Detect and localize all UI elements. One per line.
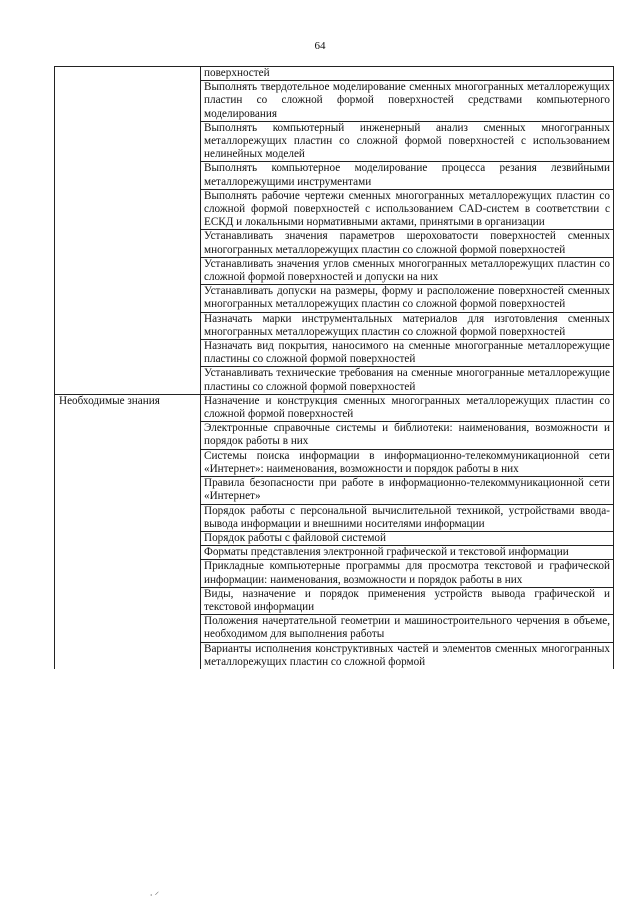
table-cell: поверхностей <box>201 67 614 81</box>
table-cell: Устанавливать значения углов сменных многогранных металлорежущих пластин со сложной формой поверхностей и допуски на них <box>201 257 614 284</box>
requirements-table <box>54 66 614 669</box>
table-row <box>55 67 614 81</box>
table-row <box>55 394 614 421</box>
table-cell: Порядок работы с файловой системой <box>201 531 614 545</box>
skills-label-cell <box>55 67 201 395</box>
page-number: 64 <box>314 40 326 52</box>
table-cell: Виды, назначение и порядок применения устройств вывода графической и текстовой информации <box>201 587 614 614</box>
table-cell: Выполнять твердотельное моделирование сменных многогранных металлорежущих пластин со сложной формой поверхностей средствами компьютерного моделирования <box>201 81 614 122</box>
table-cell: Форматы представления электронной графической и текстовой информации <box>201 546 614 560</box>
table-cell: Устанавливать технические требования на сменные многогранные металлорежущие пластины со сложной формой поверхностей <box>201 367 614 394</box>
table-cell: Положения начертательной геометрии и машиностроительного черчения в объеме, необходимом для выполнения работы <box>201 615 614 642</box>
scan-mark: ⸱ ⸍ <box>150 890 160 900</box>
table-cell: Варианты исполнения конструктивных частей и элементов сменных многогранных металлорежущих пластин со сложной формой <box>201 642 614 669</box>
table-cell: Назначать вид покрытия, наносимого на сменные многогранные металлорежущие пластины со сложной формой поверхностей <box>201 340 614 367</box>
table-cell: Порядок работы с персональной вычислительной техникой, устройствами ввода-вывода информации и внешними носителями информации <box>201 504 614 531</box>
table-cell: Выполнять компьютерное моделирование процесса резания лезвийными металлорежущими инструментами <box>201 162 614 189</box>
table-cell: Выполнять компьютерный инженерный анализ сменных многогранных металлорежущих пластин со сложной формой поверхностей с использованием нелинейных моделей <box>201 121 614 162</box>
table-cell: Назначать марки инструментальных материалов для изготовления сменных многогранных металлорежущих пластин со сложной формой поверхностей <box>201 312 614 339</box>
table-cell: Системы поиска информации в информационно-телекоммуникационной сети «Интернет»: наименования, возможности и порядок работы в них <box>201 449 614 476</box>
table-cell: Устанавливать допуски на размеры, форму и расположение поверхностей сменных многогранных металлорежущих пластин со сложной формой поверхностей <box>201 285 614 312</box>
table-cell: Устанавливать значения параметров шероховатости поверхностей сменных многогранных металлорежущих пластин со сложной формой поверхностей <box>201 230 614 257</box>
table-cell: Электронные справочные системы и библиотеки: наименования, возможности и порядок работы в них <box>201 422 614 449</box>
table-cell: Прикладные компьютерные программы для просмотра текстовой и графической информации: наименования, возможности и порядок работы в них <box>201 560 614 587</box>
table-cell: Правила безопасности при работе в информационно-телекоммуникационной сети «Интернет» <box>201 477 614 504</box>
table-cell: Выполнять рабочие чертежи сменных многогранных металлорежущих пластин со сложной формой поверхностей с использованием CAD-систем в соответствии с ЕСКД и локальными нормативными актами, принятыми в организации <box>201 189 614 230</box>
knowledge-label-cell: Необходимые знания <box>55 394 201 669</box>
table-cell: Назначение и конструкция сменных многогранных металлорежущих пластин со сложной формой поверхностей <box>201 394 614 421</box>
